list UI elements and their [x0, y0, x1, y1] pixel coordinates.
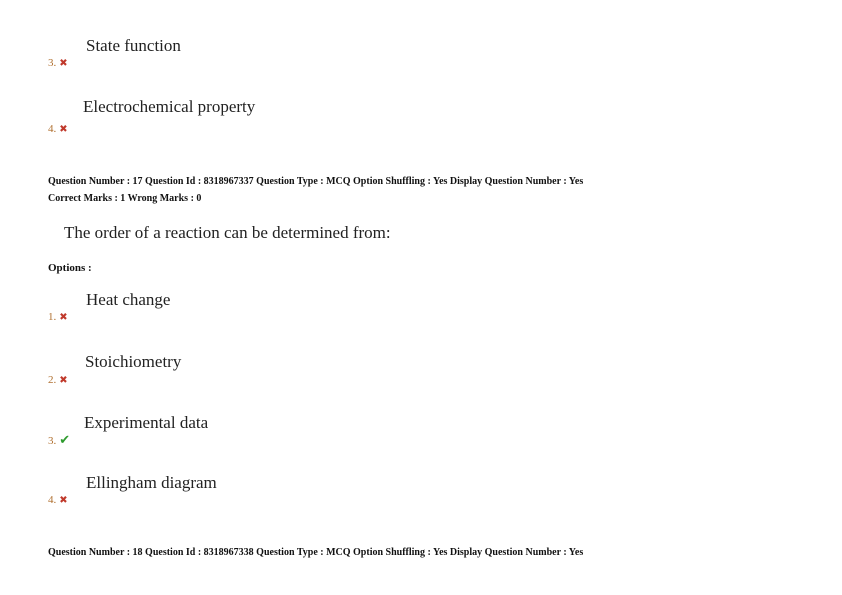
option-number [48, 123, 68, 135]
option-text: Electrochemical property [83, 97, 256, 116]
cross-mark-icon: ✖ [59, 124, 68, 135]
question-text: The order of a reaction can be determined from: [64, 223, 391, 242]
option-number-label: 3. [48, 435, 57, 447]
option-number [48, 432, 70, 448]
cross-mark-icon: ✖ [59, 375, 68, 386]
option-text: Stoichiometry [85, 352, 182, 371]
option-number [48, 311, 68, 323]
option-number-label: 4. [48, 123, 57, 135]
cross-mark-icon: ✖ [59, 58, 68, 69]
question-meta: Question Number : 18 Question Id : 8318967338 Question Type : MCQ Option Shuffling : Yes Display Question Number : Yes [48, 547, 584, 558]
option-number-label: 3. [48, 57, 57, 69]
option-number-label: 4. [48, 494, 57, 506]
option-text: State function [86, 36, 181, 55]
question-marks: Correct Marks : 1 Wrong Marks : 0 [48, 193, 202, 204]
option-text: Heat change [86, 290, 171, 309]
check-mark-icon: ✔ [59, 432, 71, 447]
option-number [48, 374, 68, 386]
option-text: Experimental data [84, 413, 209, 432]
option-number [48, 57, 68, 69]
option-text: Ellingham diagram [86, 473, 217, 492]
option-number [48, 494, 68, 506]
cross-mark-icon: ✖ [59, 312, 68, 323]
option-number-label: 1. [48, 311, 57, 323]
option-number-label: 2. [48, 374, 57, 386]
question-meta: Question Number : 17 Question Id : 8318967337 Question Type : MCQ Option Shuffling : Yes Display Question Number : Yes [48, 176, 584, 187]
options-label: Options : [48, 262, 92, 274]
cross-mark-icon: ✖ [59, 495, 68, 506]
